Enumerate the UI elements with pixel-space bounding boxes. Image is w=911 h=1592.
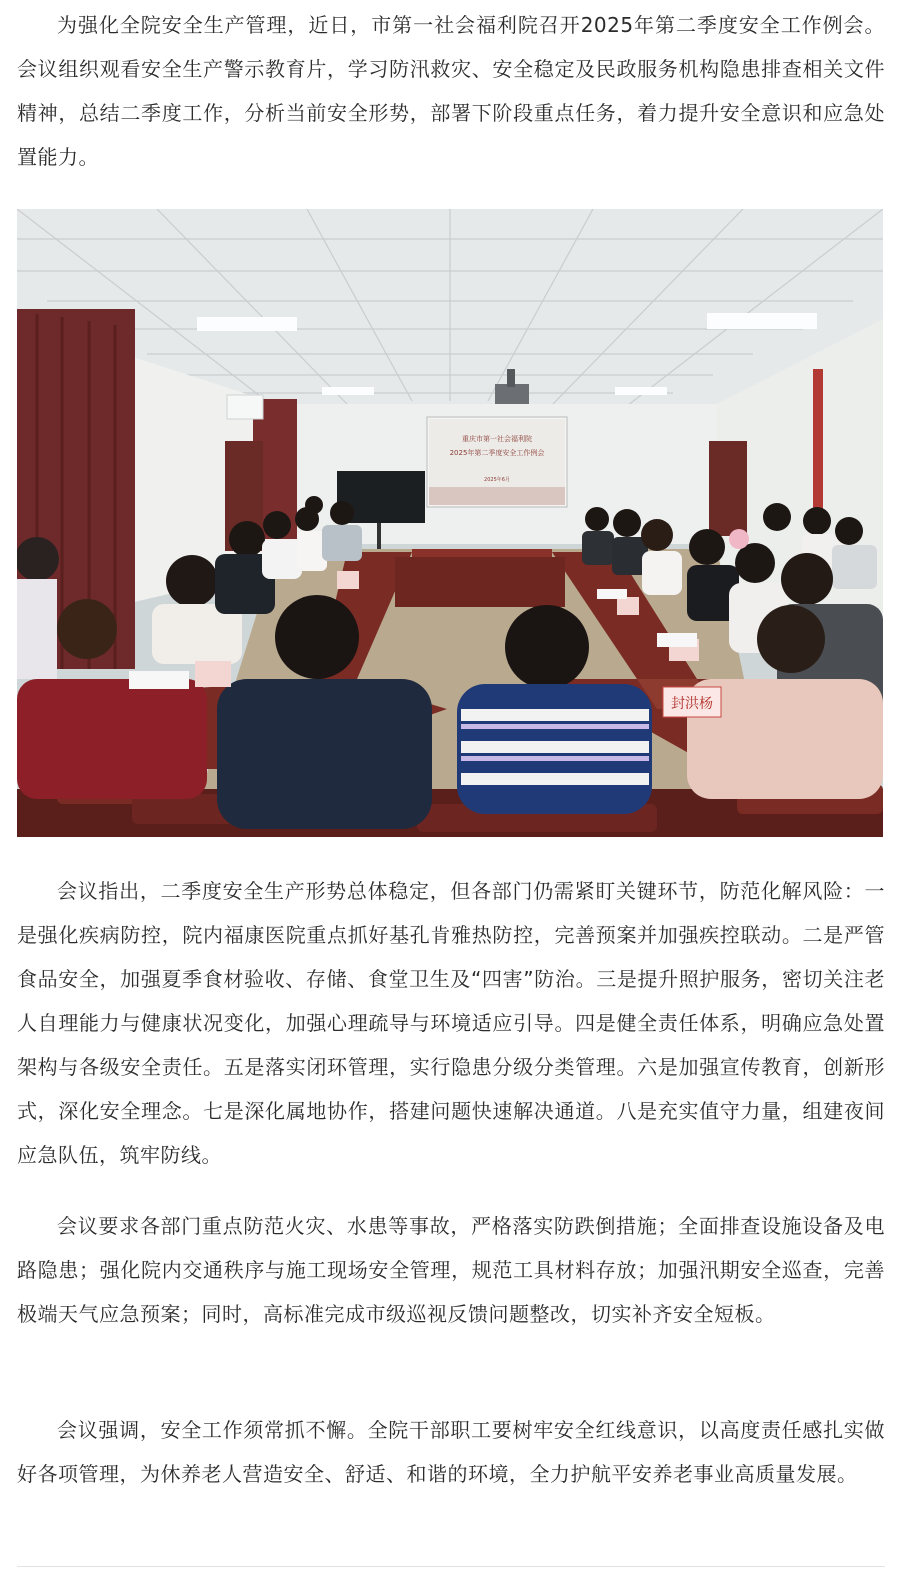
emphasis-paragraph: 会议强调，安全工作须常抓不懈。全院干部职工要树牢安全红线意识，以高度责任感扎实做好各项管理，为休养老人营造安全、舒适、和谐的环境，全力护航平安养老事业高质量发展。 [17,1418,885,1486]
meeting-photo [17,209,883,837]
screen-title-line1: 重庆市第一社会福利院 [462,435,532,443]
screen-title-line2: 2025年第二季度安全工作例会 [449,449,545,457]
requirements-paragraph: 会议要求各部门重点防范火灾、水患等事故，严格落实防跌倒措施；全面排查设施设备及电路隐患；强化院内交通秩序与施工现场安全管理，规范工具材料存放；加强汛期安全巡查，完善极端天气应急预案；同时，高标准完成市级巡视反馈问题整改，切实补齐安全短板。 [17,1214,885,1326]
footer-divider [17,1566,885,1567]
name-card-text: 封洪杨 [671,696,713,712]
intro-paragraph: 为强化全院安全生产管理，近日，市第一社会福利院召开2025年第二季度安全工作例会。会议组织观看安全生产警示教育片，学习防汛救灾、安全稳定及民政服务机构隐患排查相关文件精神，总结二季度工作，分析当前安全形势，部署下阶段重点任务，着力提升安全意识和应急处置能力。 [17,13,885,169]
meeting-points-paragraph: 会议指出，二季度安全生产形势总体稳定，但各部门仍需紧盯关键环节，防范化解风险：一是强化疾病防控，院内福康医院重点抓好基孔肯雅热防控，完善预案并加强疾控联动。二是严管食品安全，加强夏季食材验收、存储、食堂卫生及“四害”防治。三是提升照护服务，密切关注老人自理能力与健康状况变化，加强心理疏导与环境适应引导。四是健全责任体系，明确应急处置架构与各级安全责任。五是落实闭环管理，实行隐患分级分类管理。六是加强宣传教育，创新形式，深化安全理念。七是深化属地协作，搭建问题快速解决通道。八是充实值守力量，组建夜间应急队伍，筑牢防线。 [17,879,885,1167]
screen-date: 2025年6月 [484,477,510,483]
